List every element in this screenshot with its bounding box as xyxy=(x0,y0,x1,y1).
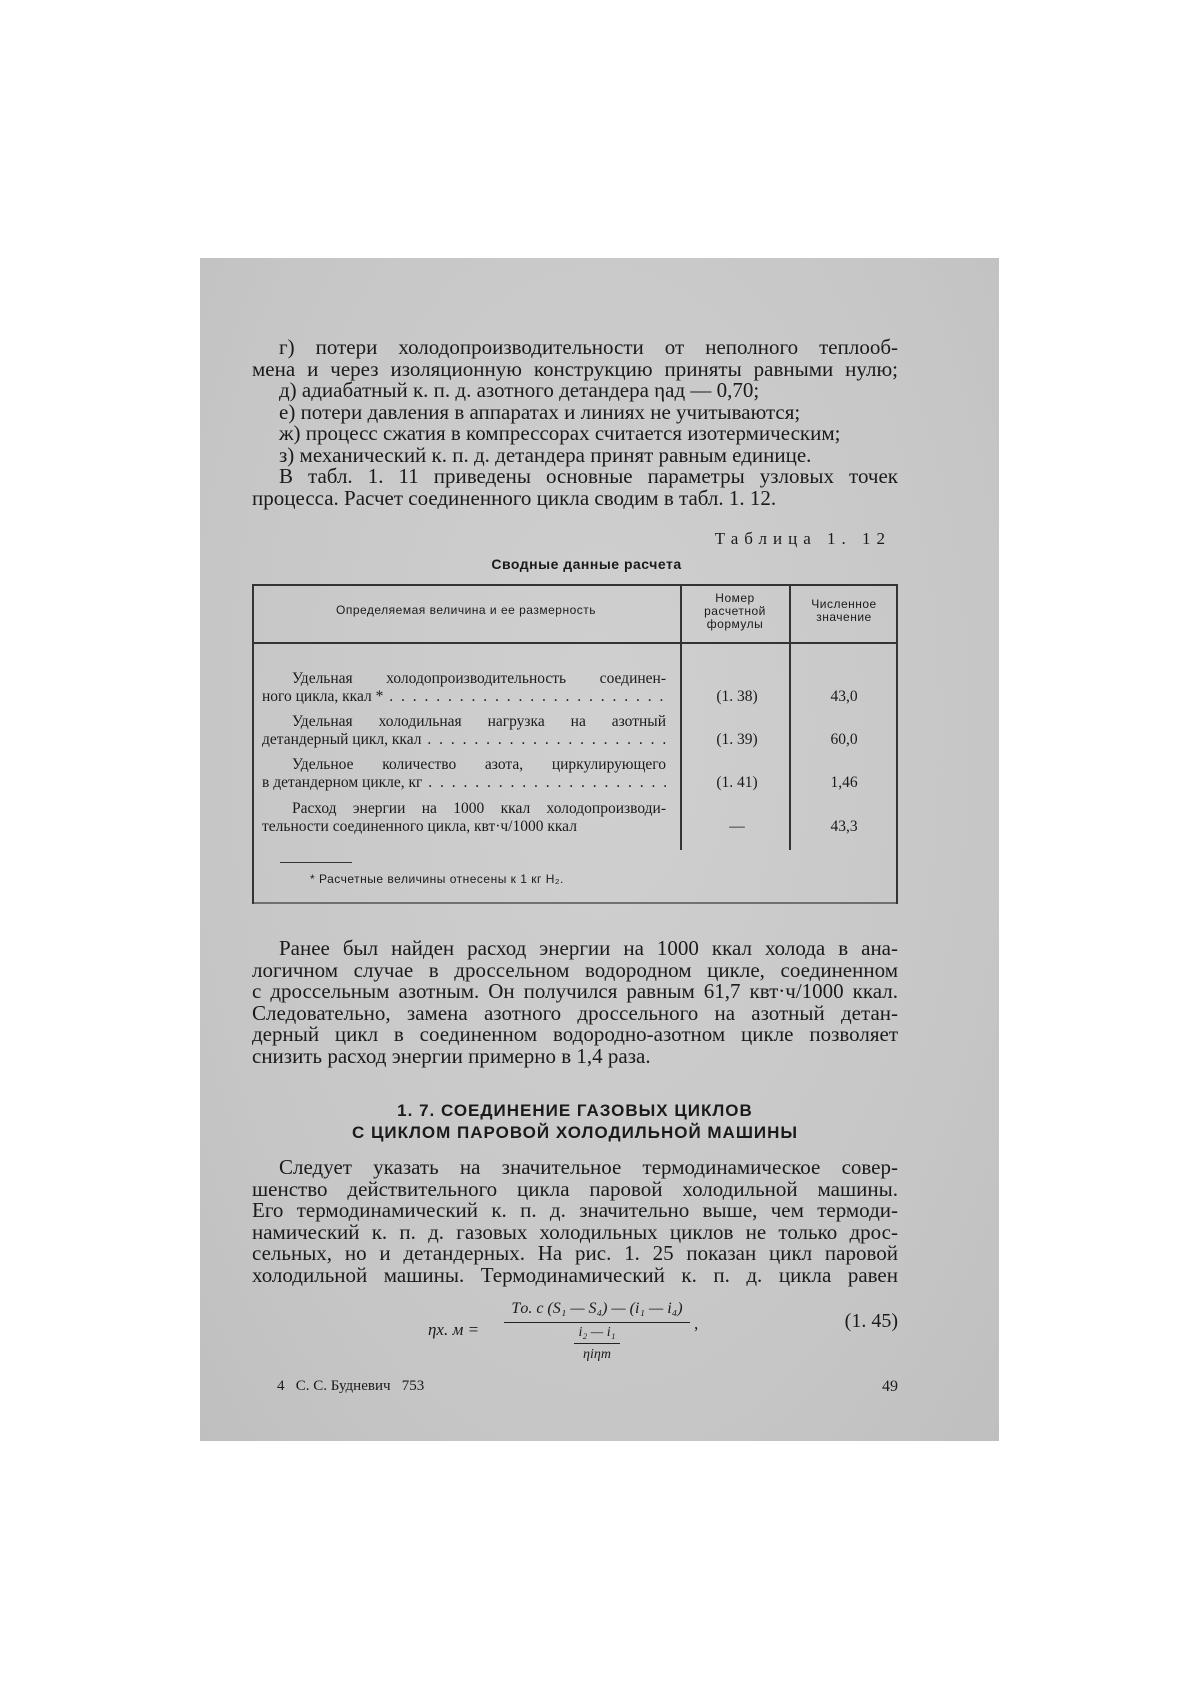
top-text-block xyxy=(252,337,898,509)
text-line: снизить расход энергии примерно в 1,4 раза. xyxy=(252,1043,651,1068)
row-value: 43,0 xyxy=(830,688,858,705)
summary-table xyxy=(252,584,898,904)
text-line: процесса. Расчет соединенного цикла сводим в табл. 1. 12. xyxy=(252,485,777,510)
page-footer xyxy=(252,1378,898,1402)
equation-numerator: Tо. с (S₁ — S₄) — (i₁ — i₄) xyxy=(511,1300,683,1317)
text-line: Следует указать на значительное термодинамическое совер- xyxy=(279,1155,898,1179)
fraction-bar xyxy=(504,1322,690,1323)
row-formula: — xyxy=(729,818,745,835)
text-line: логичном случае в дроссельном водородном цикле, соединенном xyxy=(252,957,898,982)
text-line: шенство действительного цикла паровой холодильной машины. xyxy=(252,1176,898,1201)
row-formula: (1. 41) xyxy=(716,774,758,791)
equation-1-45 xyxy=(252,1300,898,1370)
row-description: Расход энергии на 1000 ккал холодопроизводи- xyxy=(292,800,666,817)
row-value: 60,0 xyxy=(830,731,858,748)
text-line: сельных, но и детандерных. На рис. 1. 25 показан цикл паровой xyxy=(252,1241,898,1265)
text-line: В табл. 1. 11 приведены основные параметры узловых точек xyxy=(279,464,898,488)
table-left-border xyxy=(252,584,254,904)
table-column-divider xyxy=(680,584,682,850)
text-line: Ранее был найден расход энергии на 1000 ккал холода в ана- xyxy=(279,936,898,960)
row-description: ного цикла, ккал * . . . xyxy=(262,688,666,706)
equation-number: (1. 45) xyxy=(844,1310,898,1332)
text-line: с дроссельным азотным. Он получился равным 61,7 квт·ч/1000 ккал. xyxy=(252,979,898,1003)
header-value: Численное значение xyxy=(811,597,877,624)
table-bottom-border xyxy=(252,902,898,904)
printer-signature: 4 С. С. Будневич 753 xyxy=(277,1378,425,1394)
section-heading-line: 1. 7. СОЕДИНЕНИЕ ГАЗОВЫХ ЦИКЛОВ xyxy=(397,1101,753,1120)
equation-inner-numerator: i₂ — i₁ xyxy=(578,1325,616,1340)
table-column-divider xyxy=(789,584,791,850)
table-number: Таблица 1. 12 xyxy=(714,529,891,548)
equation-comma: , xyxy=(694,1314,699,1333)
equation-lhs: ηх. м = xyxy=(428,1320,480,1339)
text-line: ж) процесс сжатия в компрессорах считается изотермическим; xyxy=(279,421,841,445)
section-heading xyxy=(252,1100,898,1144)
row-value: 1,46 xyxy=(830,774,858,791)
text-line: д) адиабатный к. п. д. азотного детандера ηад — 0,70; xyxy=(279,378,760,402)
row-description: детандерный цикл, ккал . . . xyxy=(262,731,666,749)
table-footnote: * Расчетные величины отнесены к 1 кг H₂. xyxy=(310,872,564,886)
table-top-border xyxy=(252,584,898,586)
row-description: тельности соединенного цикла, квт·ч/1000 ккал xyxy=(262,818,577,835)
inner-fraction-bar xyxy=(574,1343,620,1344)
text-line: з) механический к. п. д. детандера принят равным единице. xyxy=(279,442,812,467)
row-description: Удельное количество азота, циркулирующего xyxy=(292,756,666,773)
row-description: Удельная холодопроизводительность соединен- xyxy=(292,670,666,687)
row-formula: (1. 38) xyxy=(716,688,758,705)
text-line: Следовательно, замена азотного дроссельного на азотный детан- xyxy=(252,1000,898,1025)
footnote-rule xyxy=(280,862,352,863)
header-formula: Номер расчетной формулы xyxy=(704,591,766,631)
equation-inner-denominator: ηiηm xyxy=(583,1347,611,1362)
row-description: в детандерном цикле, кг . . . xyxy=(262,774,666,792)
middle-text-block xyxy=(252,938,898,1067)
bottom-text-block xyxy=(252,1157,898,1286)
text-line: дерный цикл в соединенном водородно-азотном цикле позволяет xyxy=(252,1022,898,1046)
text-line: Его термодинамический к. п. д. значительно выше, чем термоди- xyxy=(252,1198,898,1222)
text-line: мена и через изоляционную конструкцию приняты равными нулю; xyxy=(252,356,898,381)
text-line: намический к. п. д. газовых холодильных циклов не только дрос- xyxy=(252,1219,898,1244)
page-number: 49 xyxy=(882,1378,898,1395)
row-value: 43,3 xyxy=(830,818,858,835)
header-quantity: Определяемая величина и ее размерность xyxy=(335,603,596,617)
row-formula: (1. 39) xyxy=(716,731,758,748)
table-right-border xyxy=(896,584,898,904)
text-line: е) потери давления в аппаратах и линиях не учитываются; xyxy=(279,399,801,424)
table-title: Сводные данные расчета xyxy=(491,556,682,572)
section-heading-line: С ЦИКЛОМ ПАРОВОЙ ХОЛОДИЛЬНОЙ МАШИНЫ xyxy=(351,1123,799,1142)
text-line: г) потери холодопроизводительности от неполного теплооб- xyxy=(279,335,898,359)
row-description: Удельная холодильная нагрузка на азотный xyxy=(292,713,666,730)
table-header-border xyxy=(252,642,898,644)
text-line: холодильной машины. Термодинамический к. п. д. цикла равен xyxy=(252,1262,898,1287)
